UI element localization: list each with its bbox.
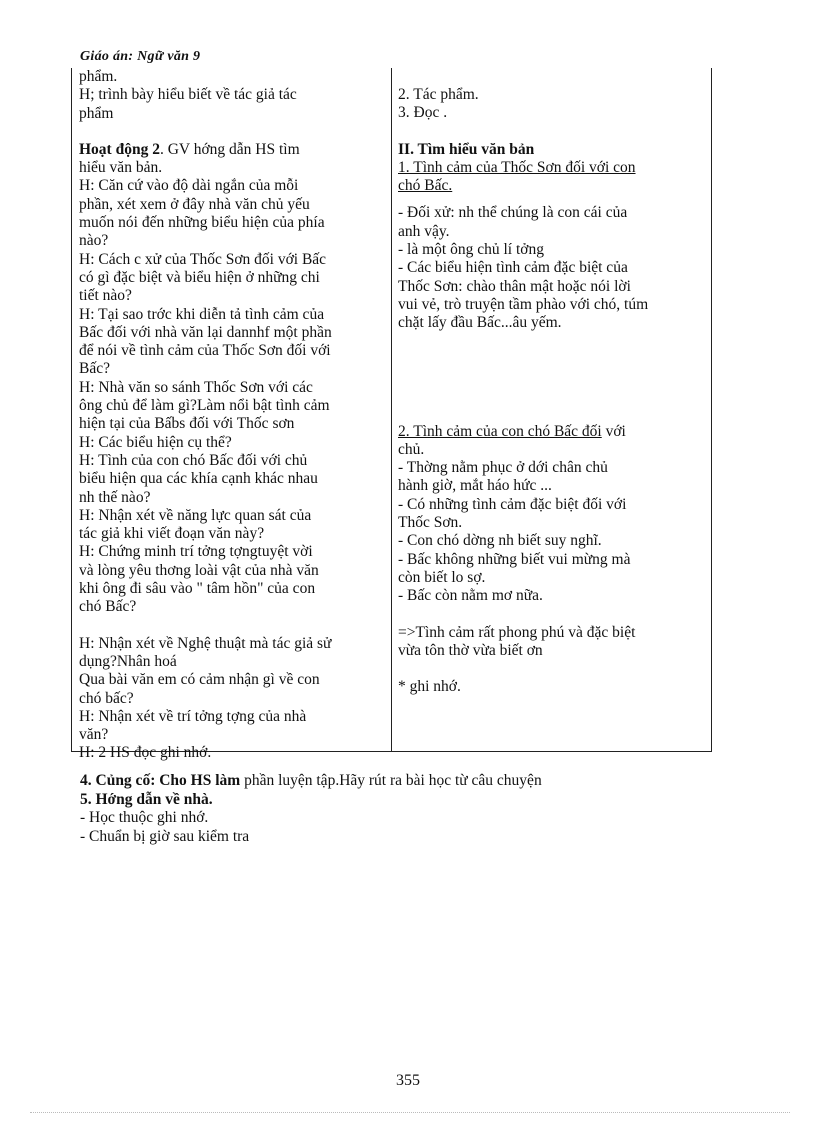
text-line: chủ. <box>398 440 425 458</box>
homework-item: - Học thuộc ghi nhớ. <box>80 809 209 826</box>
text-line: để nói về tình cảm của Thốc Sơn đối với <box>79 342 331 360</box>
text-line: =>Tình cảm rất phong phú và đặc biệt <box>398 623 636 641</box>
note-line: * ghi nhớ. <box>398 678 461 696</box>
text-line: - Thờng nằm phục ở dới chân chủ <box>398 459 608 477</box>
text-line: Thốc Sơn. <box>398 514 463 532</box>
table-column-divider <box>391 68 392 751</box>
text-line: 2. Tác phẩm. <box>398 86 479 103</box>
text-line: khi ông đi sâu vào " tâm hồn" của con <box>79 580 316 598</box>
text-line: tiết nào? <box>79 287 132 305</box>
text-line: H: Căn cứ vào độ dài ngắn của mỗi <box>79 177 299 195</box>
text-line: H: Các biểu hiện cụ thể? <box>79 433 232 451</box>
text-line: H: Tại sao trớc khi diễn tả tình cảm của <box>79 305 325 323</box>
text-line: hiện tại của Bấbs đối với Thốc sơn <box>79 415 295 433</box>
text-line: H: Tình của con chó Bấc đối với chủ <box>79 451 308 469</box>
text-line: còn biết lo sợ. <box>398 568 486 586</box>
text-line: - Đối xử: nh thể chúng là con cái của <box>398 204 628 222</box>
consolidation-heading: 4. Củng cố: Cho HS làm <box>80 772 241 789</box>
homework-item: - Chuẩn bị giờ sau kiểm tra <box>80 827 250 845</box>
text-line: - Các biểu hiện tình cảm đặc biệt của <box>398 259 628 277</box>
subheading-rest: với <box>601 422 626 440</box>
page-bottom-rule <box>30 1112 790 1113</box>
subheading <box>398 423 698 441</box>
subheading: 1. Tình cảm của Thốc Sơn đối với con <box>398 158 636 176</box>
text-line: anh vậy. <box>398 222 450 240</box>
homework-heading: 5. Hớng dẫn về nhà. <box>80 790 213 808</box>
text-line: H: Nhà văn so sánh Thốc Sơn với các <box>79 378 313 396</box>
text-line: chó bấc? <box>79 689 134 707</box>
text-line: H: Cách c xử của Thốc Sơn đối với Bấc <box>79 250 327 268</box>
text-line: nào? <box>79 232 109 250</box>
lesson-footer <box>80 772 542 846</box>
text-line: H: Nhận xét về Nghệ thuật mà tác giả sử <box>79 634 332 652</box>
text-line: tác giả khi viết đoạn văn này? <box>79 525 265 543</box>
text-line: vui vẻ, trò truyện tầm phào với chó, túm <box>398 295 649 313</box>
text-line: chó Bấc? <box>79 598 137 616</box>
text-line: và lòng yêu thơng loài vật của nhà văn <box>79 561 319 579</box>
text-line: H: Nhận xét về năng lực quan sát của <box>79 506 312 524</box>
activity-heading <box>79 141 384 159</box>
subheading-underlined: 2. Tình cảm của con chó Bấc đối <box>398 422 602 440</box>
text-line: 3. Đọc . <box>398 104 448 122</box>
document-header: Giáo án: Ngữ văn 9 <box>80 49 201 64</box>
text-line: muốn nói đến những biểu hiện của phía <box>79 214 325 232</box>
consolidation-text: phần luyện tập.Hãy rút ra bài học từ câu chuyện <box>240 772 542 789</box>
text-line: H: Nhận xét về trí tởng tợng của nhà <box>79 707 307 725</box>
text-line: Bấc đối với nhà văn lại dannhf một phần <box>79 323 332 341</box>
subheading: chó Bấc. <box>398 177 453 195</box>
text-line: - Bấc còn nằm mơ nữa. <box>398 587 543 605</box>
text-line: H; trình bày hiểu biết về tác giả tác <box>79 86 297 104</box>
text-line: có gì đặc biệt và biểu hiện ở những chi <box>79 268 320 286</box>
text-line: nh thế nào? <box>79 488 151 506</box>
table-left-border <box>71 68 72 751</box>
page-number: 355 <box>396 1072 420 1089</box>
text-line: phẩm. <box>79 68 118 85</box>
text-line: chặt lấy đầu Bấc...âu yếm. <box>398 314 562 332</box>
section-title: II. Tìm hiểu văn bản <box>398 140 535 158</box>
text-line: hành giờ, mắt háo hức ... <box>398 477 552 495</box>
text-line: biểu hiện qua các khía cạnh khác nhau <box>79 470 318 488</box>
text-line: Qua bài văn em có cảm nhận gì về con <box>79 671 320 689</box>
text-line: - Bấc không những biết vui mừng mà <box>398 550 631 568</box>
table-right-border <box>711 68 712 751</box>
text-line: phẩm <box>79 104 114 122</box>
content-column <box>398 68 698 696</box>
text-line: Thốc Sơn: chào thân mật hoặc nói lời <box>398 277 631 295</box>
text-line: văn? <box>79 726 109 744</box>
text-line: H: Chứng minh trí tởng tợngtuyệt vời <box>79 543 313 561</box>
lesson-table <box>71 68 711 762</box>
text-line: phần, xét xem ở đây nhà văn chủ yếu <box>79 195 310 213</box>
text-line: Bấc? <box>79 360 110 378</box>
activity-title: Hoạt động 2 <box>79 140 160 158</box>
text-line: dụng?Nhân hoá <box>79 652 177 670</box>
activity-title-rest: . GV hớng dẫn HS tìm <box>159 140 300 158</box>
text-line: ông chủ để làm gì?Làm nổi bật tình cảm <box>79 397 330 415</box>
text-line: H: 2 HS đọc ghi nhớ. <box>79 744 212 762</box>
text-line: - là một ông chủ lí tởng <box>398 241 544 259</box>
text-line: - Con chó dờng nh biết suy nghĩ. <box>398 532 602 550</box>
text-line: hiểu văn bản. <box>79 159 163 177</box>
text-line: vừa tôn thờ vừa biết ơn <box>398 641 543 659</box>
text-line: - Có những tình cảm đặc biệt đối với <box>398 495 627 513</box>
teacher-activities-column <box>79 68 384 763</box>
consolidation-line <box>80 772 542 791</box>
